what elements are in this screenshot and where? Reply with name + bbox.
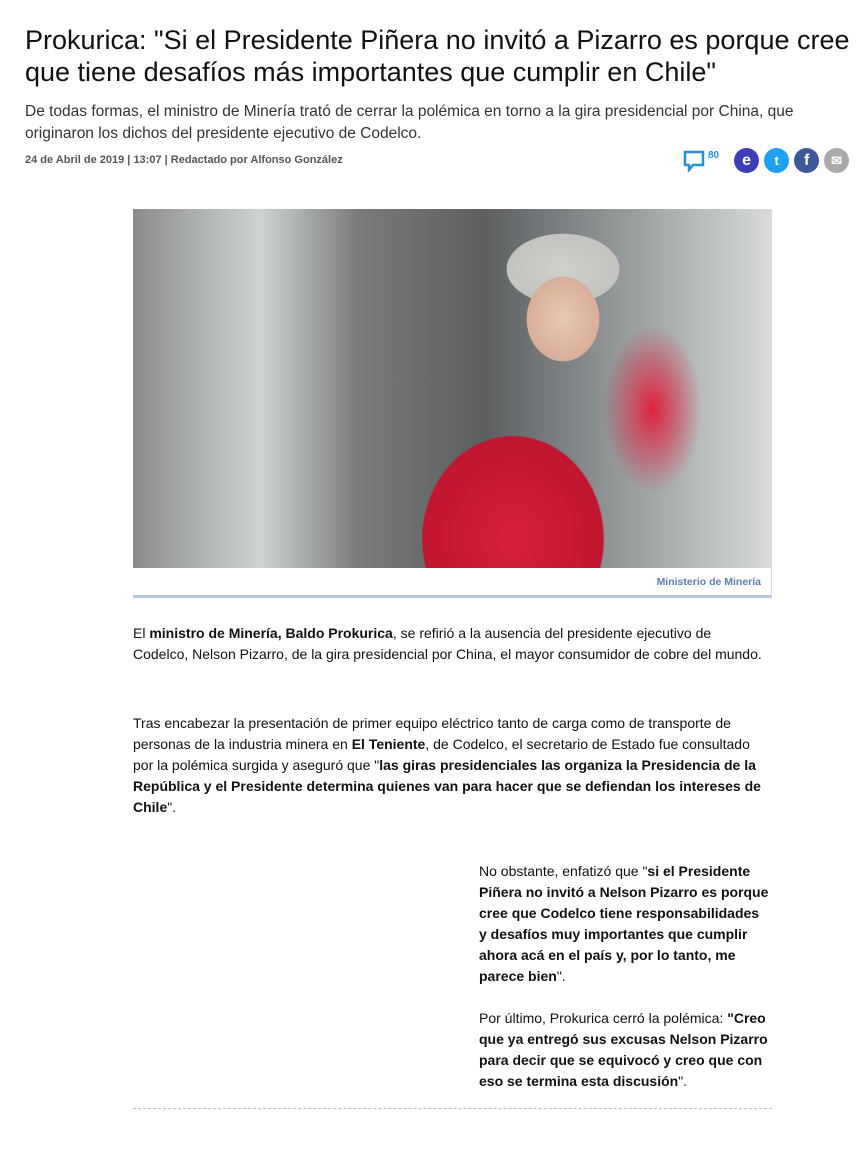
paragraph-2: Tras encabezar la presentación de primer equipo eléctrico tanto de carga como de transporte de personas de la industria minera en El Teniente, de Codelco, el secretario de Estado fue consultado por la polémica surgida y aseguró que "las giras presidenciales las organiza la Presidencia de la República y el Presidente determina quienes van para hacer que se defiendan los intereses de Chile". xyxy=(133,715,761,815)
article-figure xyxy=(133,209,772,598)
paragraph-1: El ministro de Minería, Baldo Prokurica, se refirió a la ausencia del presidente ejecutivo de Codelco, Nelson Pizarro, de la gira presidencial por China, el mayor consumidor de cobre del mundo. xyxy=(133,625,762,662)
photo-caption: Ministerio de Minería xyxy=(656,576,761,588)
article-end-divider xyxy=(133,1108,772,1109)
paragraph-4: Por último, Prokurica cerró la polémica: "Creo que ya entregó sus excusas Nelson Pizarro para decir que se equivocó y creo que con eso se termina esta discusión". xyxy=(479,1010,768,1089)
paragraph-3: No obstante, enfatizó que "si el Presidente Piñera no invitó a Nelson Pizarro es porque cree que Codelco tiene responsabilidades y desafíos muy importantes que cumplir ahora acá en el país y, por lo tanto, me parece bien". xyxy=(479,863,769,984)
article-lead: De todas formas, el ministro de Minería trató de cerrar la polémica en torno a la gira presidencial por China, que originaron los dichos del presidente ejecutivo de Codelco. xyxy=(25,103,794,142)
twitter-share-icon[interactable]: t xyxy=(764,148,789,173)
email-share-icon[interactable]: ✉ xyxy=(824,148,849,173)
article-title: Prokurica: "Si el Presidente Piñera no invitó a Pizarro es porque cree que tiene desafíos más importantes que cumplir en Chile" xyxy=(25,25,850,87)
comments-button[interactable] xyxy=(683,150,719,172)
emol-share-icon[interactable]: e xyxy=(734,148,759,173)
article-meta: 24 de Abril de 2019 | 13:07 | Redactado por Alfonso González xyxy=(25,154,343,166)
comments-count: 80 xyxy=(708,149,720,161)
comment-icon xyxy=(683,150,705,172)
article-photo xyxy=(133,209,771,568)
facebook-share-icon[interactable]: f xyxy=(794,148,819,173)
share-bar xyxy=(683,148,849,173)
